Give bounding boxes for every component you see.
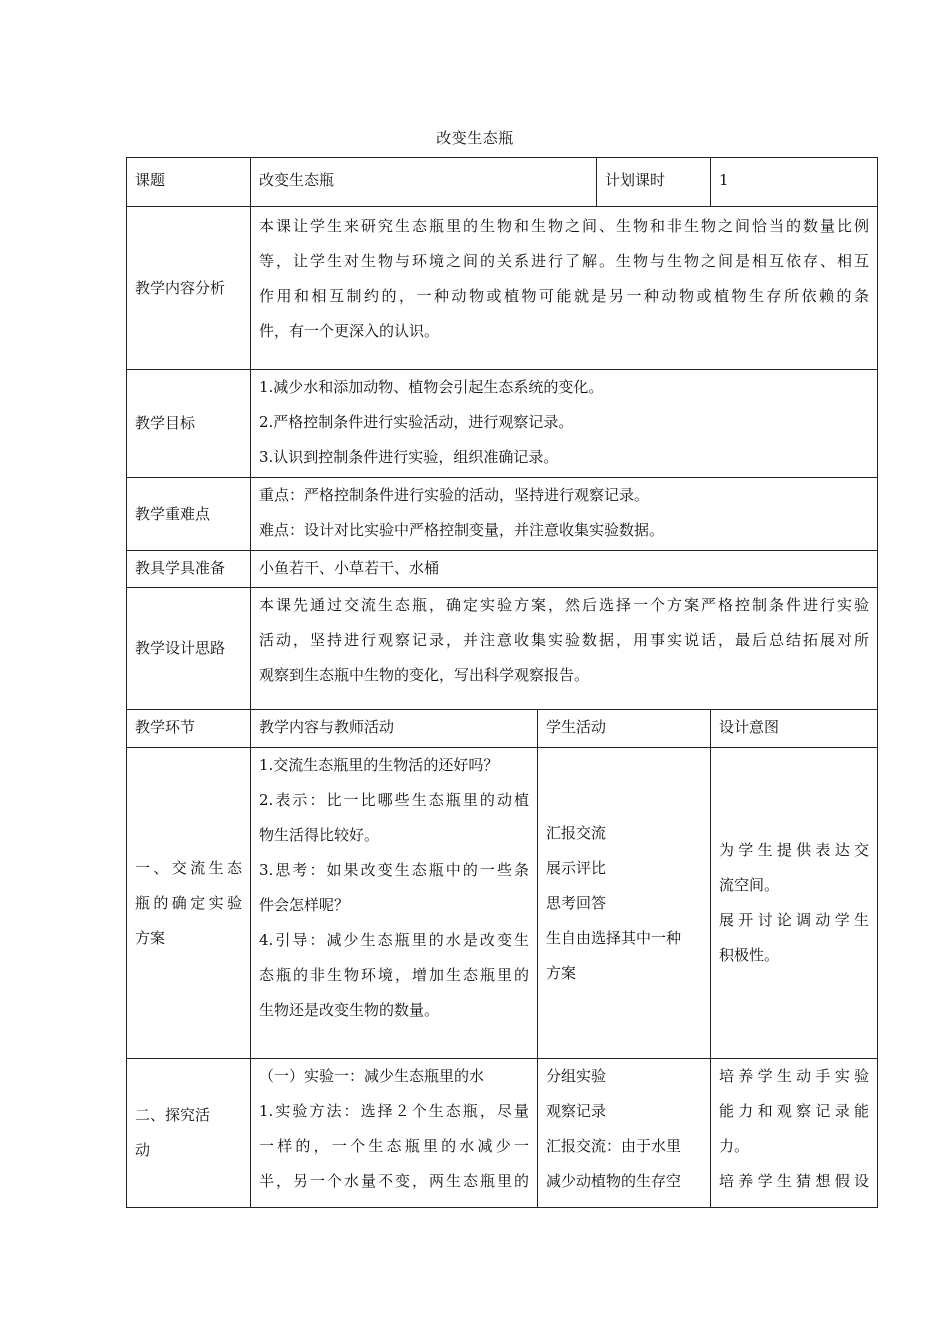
stage-header: 教学环节 <box>127 710 251 748</box>
design-intent-header: 设计意图 <box>711 710 878 748</box>
lesson-plan-table <box>126 157 878 1208</box>
hours-value: 1 <box>711 158 878 207</box>
content-analysis-label: 教学内容分析 <box>127 207 251 370</box>
content-analysis-row <box>127 207 878 370</box>
objectives-text: 1.减少水和添加动物、植物会引起生态系统的变化。 2.严格控制条件进行实验活动，进行观察记录。 3.认识到控制条件进行实验，组织准确记录。 <box>251 370 878 478</box>
materials-text: 小鱼若干、小草若干、水桶 <box>251 551 878 588</box>
stage1-row <box>127 748 878 1059</box>
stage2-teacher-activity: （一）实验一：减少生态瓶里的水 1.实验方法：选择２个生态瓶，尽量 一样的，一个生态瓶里的水减少一 半，另一个水量不变，两生态瓶里的 <box>251 1059 538 1208</box>
stage1-student-activity: 汇报交流 展示评比 思考回答 生自由选择其中一种 方案 <box>538 748 711 1059</box>
teacher-activity-header: 教学内容与教师活动 <box>251 710 538 748</box>
key-points-text: 重点：严格控制条件进行实验的活动，坚持进行观察记录。 难点：设计对比实验中严格控制变量，并注意收集实验数据。 <box>251 478 878 551</box>
stage1-teacher-activity: 1.交流生态瓶里的生物活的还好吗？ 2.表示：比一比哪些生态瓶里的动植 物生活得比较好。 3.思考：如果改变生态瓶中的一些条 件会怎样呢？ 4.引导：减少生态瓶里的水是改变生 态瓶的非生物环境，增加生态瓶里的 生物还是改变生物的数量。 <box>251 748 538 1059</box>
document-title: 改变生态瓶 <box>436 129 514 147</box>
stage1-design-intent: 为学生提供表达交 流空间。 展开讨论调动学生 积极性。 <box>711 748 878 1059</box>
content-analysis-text: 本课让学生来研究生态瓶里的生物和生物之间、生物和非生物之间恰当的数量比例 等，让学生对生物与环境之间的关系进行了解。生物与生物之间是相互依存、相互 作用和相互制约的，一种动物或植物可能就是另一种动物或植物生存所依赖的条 件，有一个更深入的认识。 <box>251 207 878 370</box>
objectives-row <box>127 370 878 478</box>
objectives-label: 教学目标 <box>127 370 251 478</box>
stage2-student-activity: 分组实验 观察记录 汇报交流：由于水里 减少动植物的生存空 <box>538 1059 711 1208</box>
stage1-label: 一、交流生态 瓶的确定实验 方案 <box>127 748 251 1059</box>
key-points-row <box>127 478 878 551</box>
hours-label: 计划课时 <box>597 158 711 207</box>
stage2-row <box>127 1059 878 1208</box>
design-idea-row <box>127 588 878 710</box>
materials-row <box>127 551 878 588</box>
design-idea-label: 教学设计思路 <box>127 588 251 710</box>
topic-value: 改变生态瓶 <box>251 158 597 207</box>
stage2-label: 二、探究活 动 <box>127 1059 251 1208</box>
topic-row <box>127 158 878 207</box>
student-activity-header: 学生活动 <box>538 710 711 748</box>
materials-label: 教具学具准备 <box>127 551 251 588</box>
key-points-label: 教学重难点 <box>127 478 251 551</box>
stage2-design-intent: 培养学生动手实验 能力和观察记录能 力。 培养学生猜想假设 <box>711 1059 878 1208</box>
topic-label: 课题 <box>127 158 251 207</box>
design-idea-text: 本课先通过交流生态瓶，确定实验方案，然后选择一个方案严格控制条件进行实验 活动，坚持进行观察记录，并注意收集实验数据，用事实说话，最后总结拓展对所 观察到生态瓶中生物的变化，写出科学观察报告。 <box>251 588 878 710</box>
process-header-row <box>127 710 878 748</box>
